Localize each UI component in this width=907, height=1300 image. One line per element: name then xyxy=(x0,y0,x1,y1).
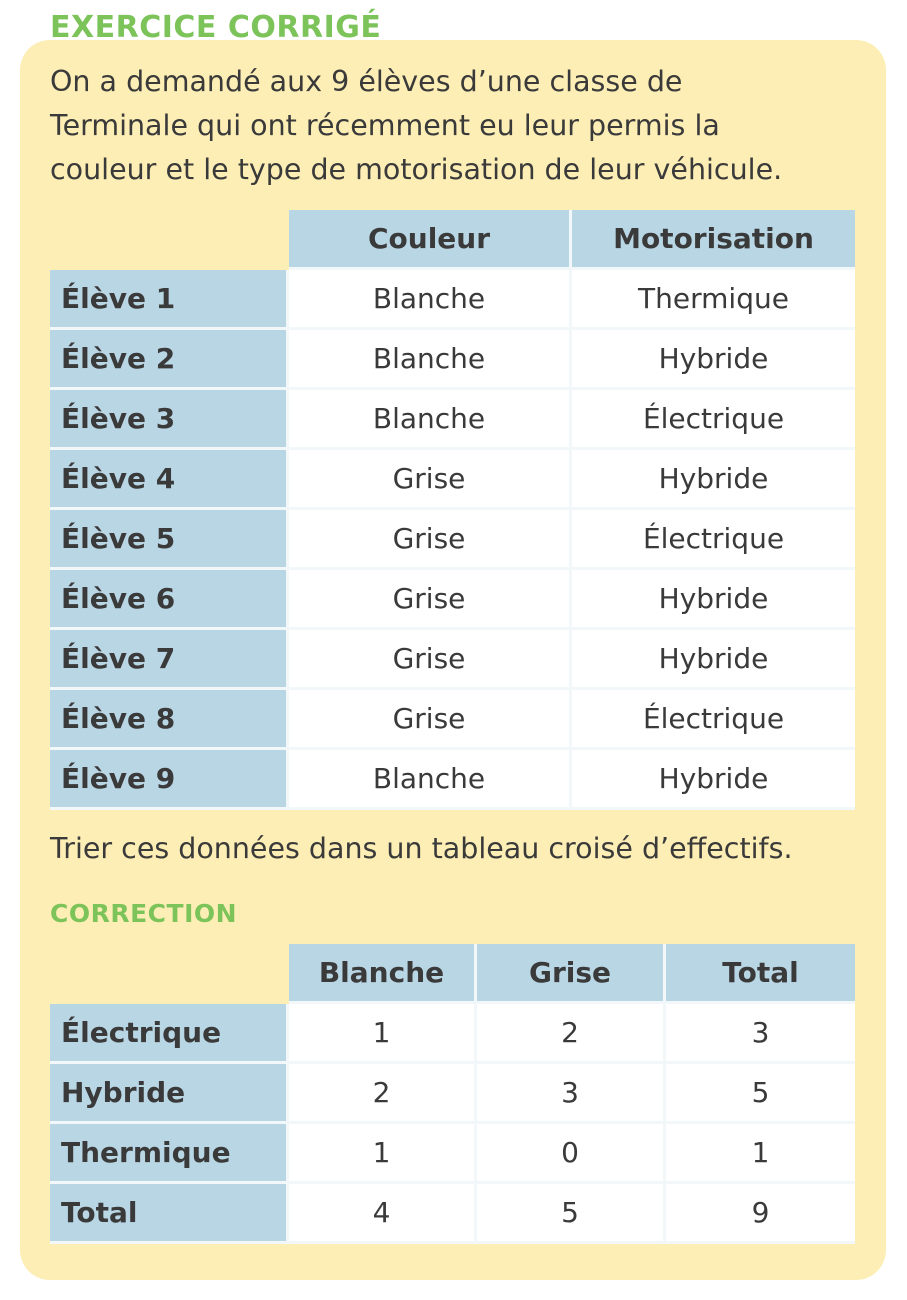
table-row xyxy=(50,690,855,750)
cell-blanche: 4 xyxy=(289,1184,477,1244)
cross-tab-table xyxy=(50,944,855,1244)
row-label: Élève 4 xyxy=(50,450,289,510)
cell-blanche: 1 xyxy=(289,1004,477,1064)
row-label: Élève 3 xyxy=(50,390,289,450)
cell-blanche: 2 xyxy=(289,1064,477,1124)
table-row xyxy=(50,1004,855,1064)
cell-motorisation: Hybride xyxy=(572,750,855,810)
column-header-motorisation: Motorisation xyxy=(572,210,855,270)
row-label: Élève 2 xyxy=(50,330,289,390)
table-row xyxy=(50,570,855,630)
cell-motorisation: Hybride xyxy=(572,450,855,510)
column-header-total: Total xyxy=(666,944,855,1004)
row-label: Élève 6 xyxy=(50,570,289,630)
cell-total: 9 xyxy=(666,1184,855,1244)
cell-grise: 3 xyxy=(477,1064,666,1124)
cell-grise: 2 xyxy=(477,1004,666,1064)
column-header-couleur: Couleur xyxy=(289,210,572,270)
table-row xyxy=(50,270,855,330)
intro-text xyxy=(50,60,870,192)
cell-couleur: Grise xyxy=(289,690,572,750)
student-data-table xyxy=(50,210,855,810)
intro-line: Terminale qui ont récemment eu leur permis la xyxy=(50,109,720,142)
cell-grise: 0 xyxy=(477,1124,666,1184)
cell-motorisation: Hybride xyxy=(572,630,855,690)
table-corner xyxy=(50,944,289,1004)
cell-motorisation: Électrique xyxy=(572,690,855,750)
cell-motorisation: Électrique xyxy=(572,510,855,570)
cell-motorisation: Électrique xyxy=(572,390,855,450)
cell-total: 1 xyxy=(666,1124,855,1184)
table-header-row xyxy=(50,944,855,1004)
column-header-blanche: Blanche xyxy=(289,944,477,1004)
cell-motorisation: Thermique xyxy=(572,270,855,330)
intro-line: couleur et le type de motorisation de leur véhicule. xyxy=(50,153,783,186)
row-label: Hybride xyxy=(50,1064,289,1124)
row-label: Total xyxy=(50,1184,289,1244)
correction-heading: CORRECTION xyxy=(50,899,238,928)
cell-grise: 5 xyxy=(477,1184,666,1244)
cell-total: 3 xyxy=(666,1004,855,1064)
row-label: Thermique xyxy=(50,1124,289,1184)
exercise-heading: EXERCICE CORRIGÉ xyxy=(50,10,382,45)
cell-motorisation: Hybride xyxy=(572,330,855,390)
column-header-grise: Grise xyxy=(477,944,666,1004)
table-row xyxy=(50,450,855,510)
table-row xyxy=(50,1184,855,1244)
table-row xyxy=(50,330,855,390)
cell-couleur: Blanche xyxy=(289,330,572,390)
table-row xyxy=(50,750,855,810)
cell-motorisation: Hybride xyxy=(572,570,855,630)
cell-couleur: Blanche xyxy=(289,270,572,330)
cell-couleur: Grise xyxy=(289,570,572,630)
row-label: Élève 1 xyxy=(50,270,289,330)
row-label: Élève 9 xyxy=(50,750,289,810)
table-row xyxy=(50,1064,855,1124)
table-row xyxy=(50,390,855,450)
row-label: Élève 7 xyxy=(50,630,289,690)
table-row xyxy=(50,1124,855,1184)
cell-total: 5 xyxy=(666,1064,855,1124)
instruction-text: Trier ces données dans un tableau croisé d’effectifs. xyxy=(50,832,793,865)
cell-couleur: Blanche xyxy=(289,750,572,810)
cell-blanche: 1 xyxy=(289,1124,477,1184)
cell-couleur: Grise xyxy=(289,630,572,690)
table-row xyxy=(50,630,855,690)
cell-couleur: Grise xyxy=(289,510,572,570)
cell-couleur: Grise xyxy=(289,450,572,510)
row-label: Électrique xyxy=(50,1004,289,1064)
row-label: Élève 8 xyxy=(50,690,289,750)
table-row xyxy=(50,510,855,570)
table-header-row xyxy=(50,210,855,270)
row-label: Élève 5 xyxy=(50,510,289,570)
intro-line: On a demandé aux 9 élèves d’une classe de xyxy=(50,65,683,98)
table-corner xyxy=(50,210,289,270)
cell-couleur: Blanche xyxy=(289,390,572,450)
